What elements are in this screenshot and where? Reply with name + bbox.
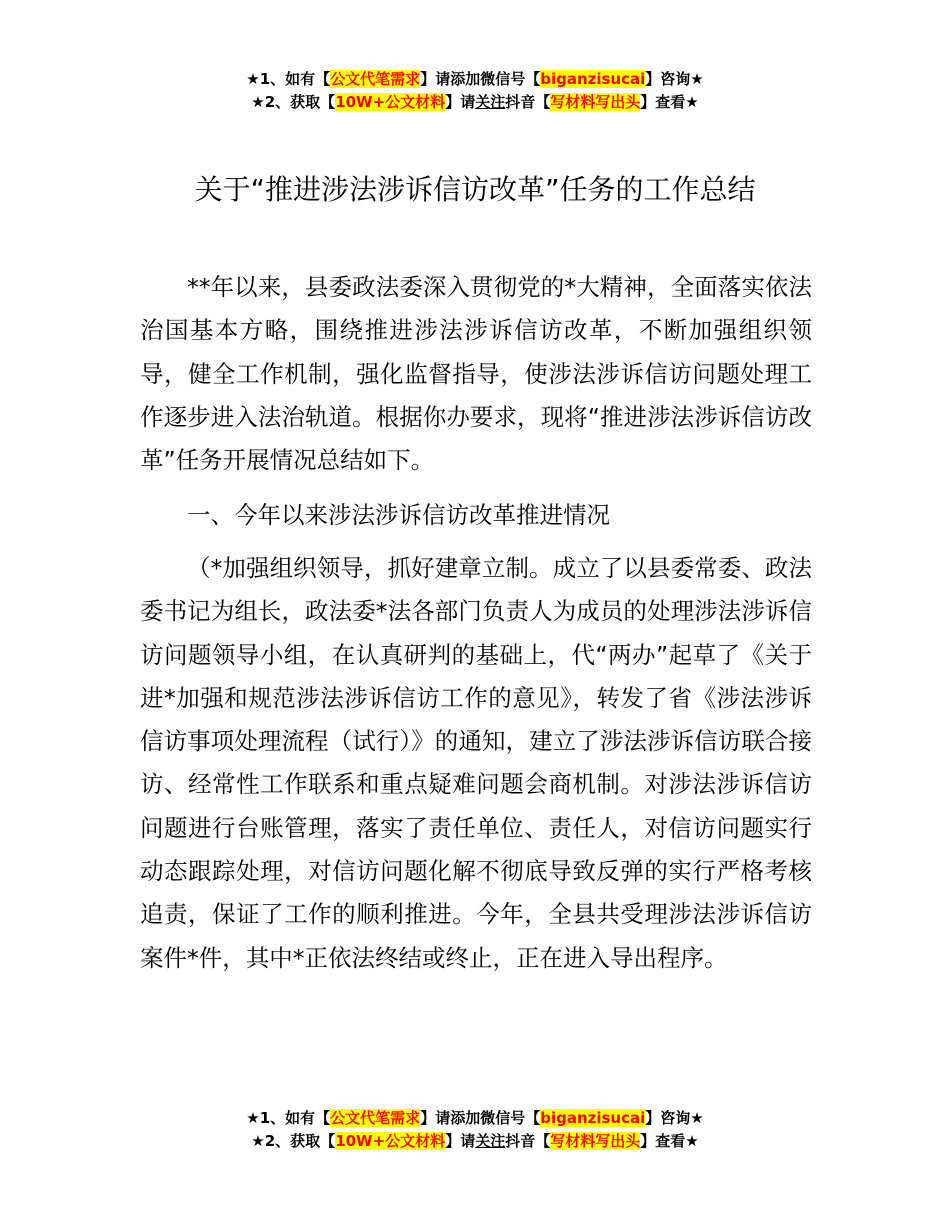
banner-text: 】查看★ bbox=[640, 1132, 699, 1150]
banner-line-1 bbox=[0, 68, 950, 91]
banner-text: ★1、如有【 bbox=[246, 70, 331, 88]
banner-highlight: 10W+公文材料 bbox=[335, 93, 446, 111]
banner-text: 】请 bbox=[445, 93, 476, 111]
banner-text: ★1、如有【 bbox=[246, 1109, 331, 1127]
footer-banner bbox=[0, 1107, 950, 1153]
banner-text: 】咨询★ bbox=[645, 70, 704, 88]
banner-line-2 bbox=[0, 1130, 950, 1153]
banner-text: 抖音【 bbox=[505, 93, 551, 111]
banner-text: 】查看★ bbox=[640, 93, 699, 111]
banner-highlight: biganzisucai bbox=[540, 1109, 646, 1127]
banner-highlight: 写材料写出头 bbox=[550, 93, 641, 111]
banner-text: ★2、获取【 bbox=[251, 93, 336, 111]
banner-text: 】咨询★ bbox=[645, 1109, 704, 1127]
banner-line-2 bbox=[0, 91, 950, 114]
paragraph-section-1: （*加强组织领导，抓好建章立制。成立了以县委常委、政法委书记为组长，政法委*法各部门负责人为成员的处理涉法涉诉信访问题领导小组，在认真研判的基础上，代“两办”起草了《关于进*加强和规范涉法涉诉信访工作的意见》，转发了省《涉法涉诉信访事项处理流程（试行）》的通知，建立了涉法涉诉信访联合接访、经常性工作联系和重点疑难问题会商机制。对涉法涉诉信访问题进行台账管理，落实了责任单位、责任人，对信访问题实行动态跟踪处理，对信访问题化解不彻底导致反弹的实行严格考核追责，保证了工作的顺利推进。今年，全县共受理涉法涉诉信访案件*件，其中*正依法终结或终止，正在进入导出程序。 bbox=[140, 554, 812, 972]
header-banner bbox=[0, 68, 950, 114]
banner-underline: 关注 bbox=[475, 1132, 506, 1150]
banner-highlight: biganzisucai bbox=[540, 70, 646, 88]
banner-line-1 bbox=[0, 1107, 950, 1130]
banner-highlight: 公文代笔需求 bbox=[330, 70, 421, 88]
section-heading: 一、今年以来涉法涉诉信访改革推进情况 bbox=[187, 501, 610, 529]
banner-text: 】请添加微信号【 bbox=[420, 1109, 541, 1127]
banner-highlight: 写材料写出头 bbox=[550, 1132, 641, 1150]
paragraph-intro: **年以来，县委政法委深入贯彻党的*大精神，全面落实依法治国基本方略，围绕推进涉法涉诉信访改革，不断加强组织领导，健全工作机制，强化监督指导，使涉法涉诉信访问题处理工作逐步进入法治轨道。根据你办要求，现将“推进涉法涉诉信访改革”任务开展情况总结如下。 bbox=[140, 273, 812, 475]
banner-text: ★2、获取【 bbox=[251, 1132, 336, 1150]
document-title: 关于“推进涉法涉诉信访改革”任务的工作总结 bbox=[194, 173, 756, 206]
banner-text: 】请添加微信号【 bbox=[420, 70, 541, 88]
banner-highlight: 公文代笔需求 bbox=[330, 1109, 421, 1127]
banner-underline: 关注 bbox=[475, 93, 506, 111]
banner-text: 】请 bbox=[445, 1132, 476, 1150]
banner-text: 抖音【 bbox=[505, 1132, 551, 1150]
banner-highlight: 10W+公文材料 bbox=[335, 1132, 446, 1150]
